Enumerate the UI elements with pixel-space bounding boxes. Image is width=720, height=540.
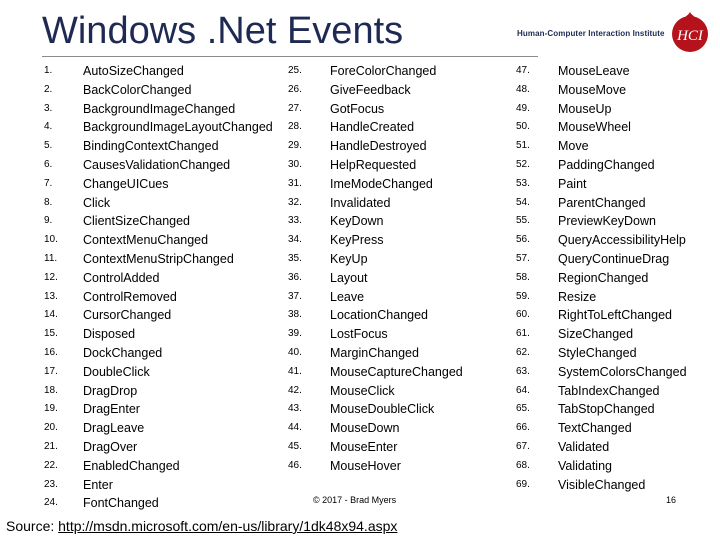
event-name: KeyDown	[330, 214, 384, 229]
event-number: 8.	[44, 196, 53, 208]
event-number: 60.	[516, 309, 530, 321]
event-number: 9.	[44, 215, 53, 227]
event-number: 37.	[288, 290, 302, 302]
event-name: ContextMenuStripChanged	[83, 251, 234, 266]
event-number: 36.	[288, 271, 302, 283]
event-name: DragEnter	[83, 402, 140, 417]
event-number: 29.	[288, 140, 302, 152]
event-number: 47.	[516, 65, 530, 76]
event-name: LocationChanged	[330, 308, 428, 323]
event-number: 62.	[516, 346, 530, 358]
event-name: MouseMove	[558, 82, 627, 97]
event-name: DockChanged	[83, 345, 163, 360]
event-number: 52.	[516, 158, 530, 170]
event-number: 61.	[516, 328, 530, 340]
event-number: 33.	[288, 215, 302, 227]
event-name: ImeModeChanged	[330, 176, 433, 191]
source-label: Source:	[6, 518, 55, 534]
event-number: 12.	[44, 271, 58, 283]
source-line	[6, 518, 397, 534]
event-number: 65.	[516, 403, 530, 415]
event-number: 35.	[288, 252, 302, 264]
event-number: 40.	[288, 346, 302, 358]
event-number: 30.	[288, 158, 302, 170]
event-name: ParentChanged	[558, 195, 646, 210]
event-number: 23.	[44, 478, 58, 490]
event-name: Paint	[558, 176, 587, 191]
event-name: Move	[558, 139, 589, 154]
event-name: GotFocus	[330, 101, 385, 116]
event-number: 17.	[44, 365, 58, 377]
institute-name: Human-Computer Interaction Institute	[517, 29, 665, 38]
event-name: SystemColorsChanged	[558, 364, 687, 379]
event-number: 54.	[516, 196, 530, 208]
event-number: 28.	[288, 121, 302, 133]
event-number: 25.	[288, 65, 302, 76]
event-number: 34.	[288, 234, 302, 246]
event-number: 45.	[288, 440, 302, 452]
event-number: 63.	[516, 365, 530, 377]
event-name: Layout	[330, 270, 368, 285]
event-name: CausesValidationChanged	[83, 157, 231, 172]
event-name: MouseDoubleClick	[330, 402, 435, 417]
event-name: BackColorChanged	[83, 82, 192, 97]
event-name: ClientSizeChanged	[83, 214, 191, 229]
event-name: TextChanged	[558, 421, 632, 436]
event-name: Enter	[83, 477, 113, 492]
event-number: 51.	[516, 140, 530, 152]
event-number: 26.	[288, 83, 302, 95]
event-name: DoubleClick	[83, 364, 150, 379]
event-number: 48.	[516, 83, 530, 95]
event-name: MouseUp	[558, 101, 612, 116]
event-name: RegionChanged	[558, 270, 649, 285]
event-name: VisibleChanged	[558, 477, 646, 492]
event-name: Click	[83, 195, 111, 210]
event-name: MouseHover	[330, 458, 401, 473]
event-number: 42.	[288, 384, 302, 396]
event-name: ContextMenuChanged	[83, 233, 209, 248]
slide-title: Windows .Net Events	[42, 10, 404, 52]
event-name: RightToLeftChanged	[558, 308, 672, 323]
event-number: 66.	[516, 422, 530, 434]
event-name: MouseClick	[330, 383, 395, 398]
event-name: ChangeUICues	[83, 176, 169, 191]
event-name: QueryContinueDrag	[558, 251, 670, 266]
event-name: Resize	[558, 289, 597, 304]
page-number: 16	[666, 495, 677, 505]
event-name: Leave	[330, 289, 365, 304]
event-number: 69.	[516, 478, 530, 490]
event-number: 39.	[288, 328, 302, 340]
event-number: 4.	[44, 121, 53, 133]
hci-logo	[669, 10, 711, 54]
event-number: 50.	[516, 121, 530, 133]
event-name: HandleDestroyed	[330, 139, 427, 154]
event-number: 57.	[516, 252, 530, 264]
event-number: 58.	[516, 271, 530, 283]
event-number: 3.	[44, 102, 53, 114]
event-number: 5.	[44, 140, 53, 152]
event-name: ForeColorChanged	[330, 64, 437, 78]
event-number: 31.	[288, 177, 302, 189]
event-number: 1.	[44, 65, 53, 76]
event-name: BackgroundImageLayoutChanged	[83, 120, 273, 135]
event-number: 56.	[516, 234, 530, 246]
event-number: 21.	[44, 440, 58, 452]
event-name: AutoSizeChanged	[83, 64, 184, 78]
event-name: GiveFeedback	[330, 82, 411, 97]
event-name: Validated	[558, 439, 610, 454]
event-name: Disposed	[83, 327, 136, 342]
event-name: SizeChanged	[558, 327, 634, 342]
event-name: MouseLeave	[558, 64, 630, 78]
event-name: EnabledChanged	[83, 458, 180, 473]
event-number: 24.	[44, 497, 58, 509]
event-name: MouseWheel	[558, 120, 631, 135]
event-number: 67.	[516, 440, 530, 452]
event-name: StyleChanged	[558, 345, 637, 360]
event-name: ControlAdded	[83, 270, 160, 285]
event-number: 53.	[516, 177, 530, 189]
event-number: 64.	[516, 384, 530, 396]
event-number: 6.	[44, 158, 53, 170]
event-number: 68.	[516, 459, 530, 471]
event-name: DragLeave	[83, 421, 145, 436]
event-name: TabStopChanged	[558, 402, 655, 417]
event-name: QueryAccessibilityHelp	[558, 233, 686, 248]
event-name: DragOver	[83, 439, 138, 454]
event-number: 46.	[288, 459, 302, 471]
event-number: 15.	[44, 328, 58, 340]
event-number: 14.	[44, 309, 58, 321]
copyright-notice: © 2017 - Brad Myers	[313, 495, 397, 505]
event-number: 44.	[288, 422, 302, 434]
event-name: CursorChanged	[83, 308, 172, 323]
event-number: 41.	[288, 365, 302, 377]
event-number: 22.	[44, 459, 58, 471]
event-name: PaddingChanged	[558, 157, 655, 172]
event-name: BindingContextChanged	[83, 139, 219, 154]
event-name: MarginChanged	[330, 345, 419, 360]
event-name: BackgroundImageChanged	[83, 101, 236, 116]
event-name: LostFocus	[330, 327, 388, 342]
event-number: 27.	[288, 102, 302, 114]
event-name: MouseDown	[330, 421, 400, 436]
event-number: 38.	[288, 309, 302, 321]
event-name: DragDrop	[83, 383, 138, 398]
event-name: ControlRemoved	[83, 289, 177, 304]
event-number: 11.	[44, 252, 58, 264]
event-number: 18.	[44, 384, 58, 396]
event-name: KeyUp	[330, 251, 368, 266]
event-number: 10.	[44, 234, 58, 246]
event-name: HandleCreated	[330, 120, 415, 135]
event-number: 59.	[516, 290, 530, 302]
event-number: 32.	[288, 196, 302, 208]
event-number: 49.	[516, 102, 530, 114]
event-number: 20.	[44, 422, 58, 434]
title-divider	[42, 56, 538, 57]
event-number: 43.	[288, 403, 302, 415]
event-name: PreviewKeyDown	[558, 214, 656, 229]
source-link[interactable]: http://msdn.microsoft.com/en-us/library/1dk48x94.aspx	[58, 518, 398, 534]
event-name: FontChanged	[83, 496, 159, 511]
event-name: MouseEnter	[330, 439, 398, 454]
event-number: 19.	[44, 403, 58, 415]
event-name: Invalidated	[330, 195, 391, 210]
event-name: TabIndexChanged	[558, 383, 660, 398]
event-number: 7.	[44, 177, 53, 189]
event-number: 55.	[516, 215, 530, 227]
event-name: MouseCaptureChanged	[330, 364, 463, 379]
event-number: 2.	[44, 83, 53, 95]
event-name: HelpRequested	[330, 157, 417, 172]
event-number: 16.	[44, 346, 58, 358]
event-name: KeyPress	[330, 233, 384, 248]
logo-text: HCI	[677, 28, 703, 44]
event-name: Validating	[558, 458, 612, 473]
event-number: 13.	[44, 290, 58, 302]
